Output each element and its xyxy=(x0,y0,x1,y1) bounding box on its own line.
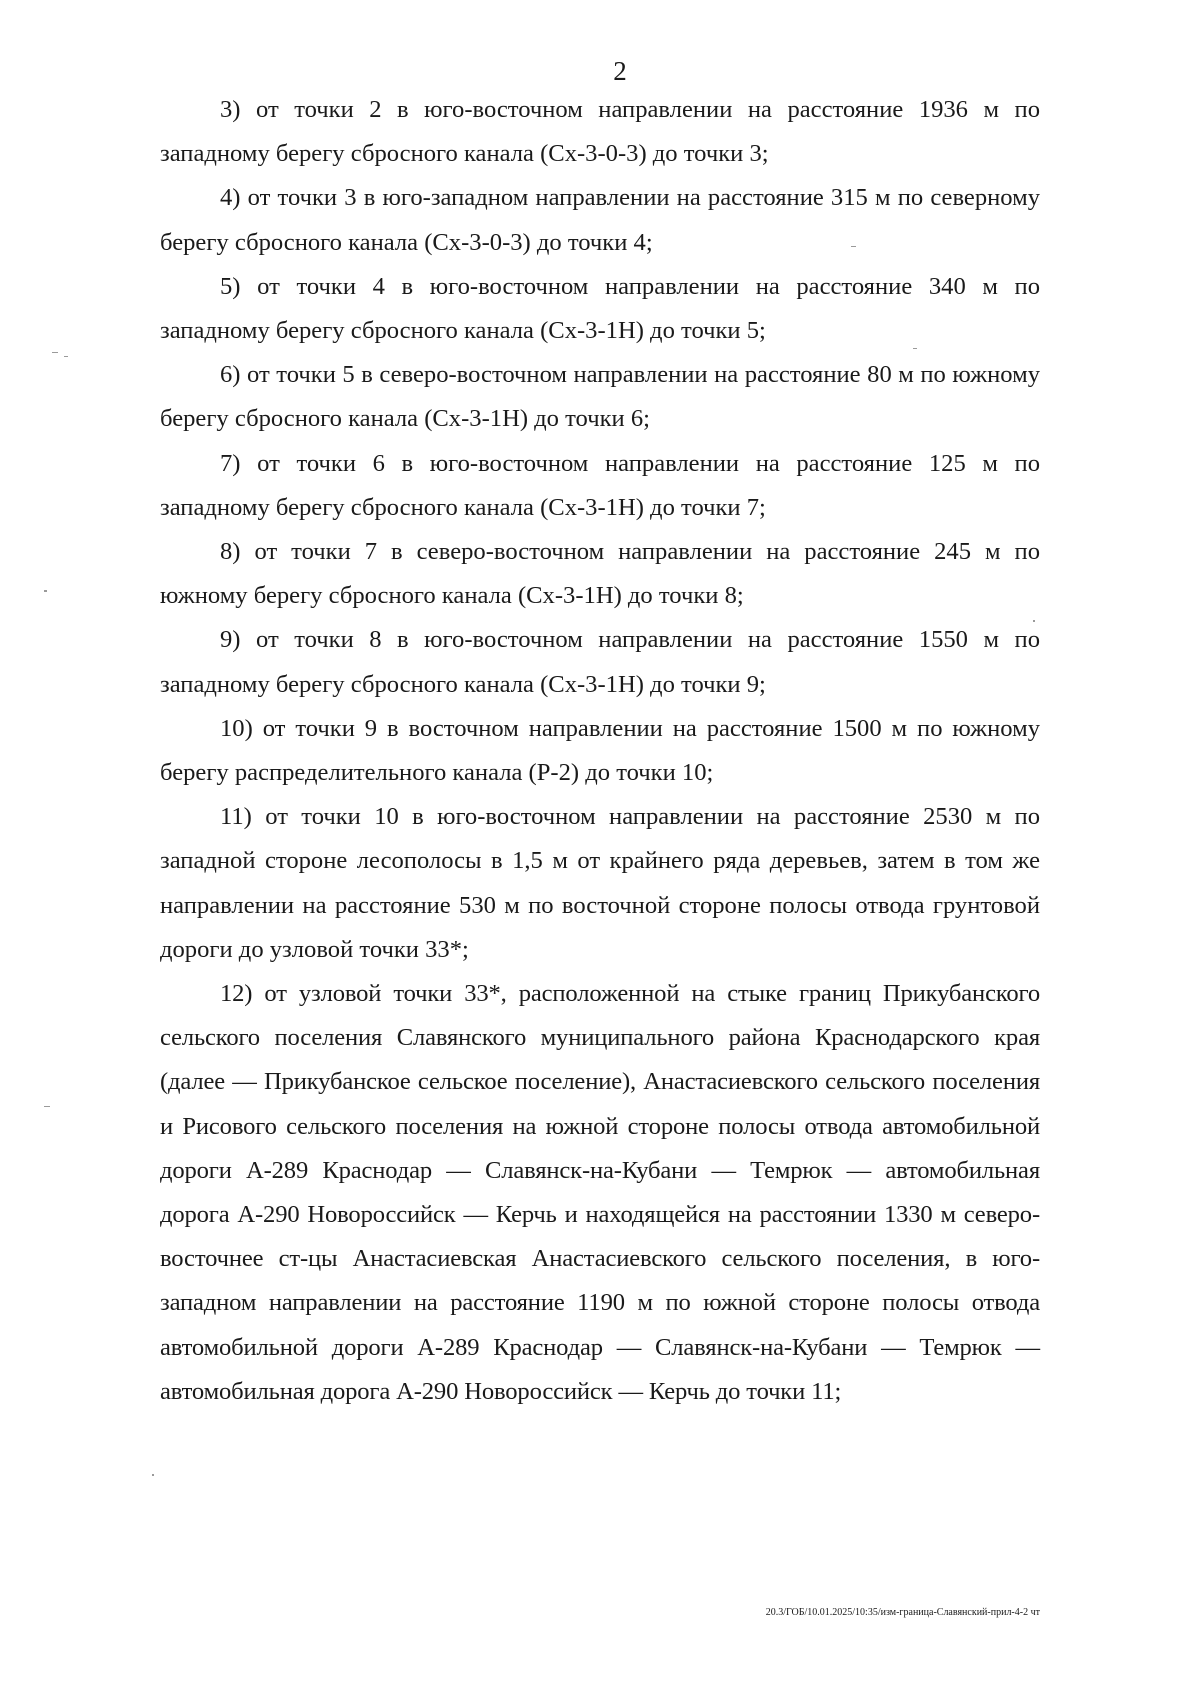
document-footer-code: 20.3/ГОБ/10.01.2025/10:35/изм-граница-Славянский-прил-4-2 чт xyxy=(765,1607,1040,1618)
paragraph-10: 10) от точки 9 в восточном направлении на расстояние 1500 м по южному берегу распределительного канала (Р-2) до точки 10; xyxy=(160,714,1040,787)
paragraph-7: 7) от точки 6 в юго-восточном направлении на расстояние 125 м по западному берегу сбросного канала (Сх-3-1Н) до точки 7; xyxy=(160,449,1040,521)
paragraph-6: 6) от точки 5 в северо-восточном направлении на расстояние 80 м по южному берегу сбросного канала (Сх-3-1Н) до точки 6; xyxy=(160,361,1040,433)
paragraph-11: 11) от точки 10 в юго-восточном направлении на расстояние 2530 м по западной стороне лесополосы в 1,5 м от крайнего ряда деревьев, затем в том же направлении на расстояние 530 м по восточной стороне полосы отвода грунтовой дороги до узловой точки 33*; xyxy=(160,803,1040,963)
paragraph-4: 4) от точки 3 в юго-западном направлении на расстояние 315 м по северному берегу сбросного канала (Сх-3-0-3) до точки 4; xyxy=(160,184,1040,256)
page-number: 2 xyxy=(613,56,627,86)
paragraph-9: 9) от точки 8 в юго-восточном направлении на расстояние 1550 м по западному берегу сбросного канала (Сх-3-1Н) до точки 9; xyxy=(160,626,1040,698)
document-body xyxy=(160,88,1040,1414)
paragraph-12: 12) от узловой точки 33*, расположенной на стыке границ Прикубанского сельского поселения Славянского муниципального района Краснодарского края (далее — Прикубанское сельское поселение), Анастасиевского сельского поселения и Рисового сельского поселения на южной стороне полосы отвода автомобильной дороги А-289 Краснодар — Славянск-на-Кубани — Темрюк — автомобильная дорога А-290 Новороссийск — Керчь и находящейся на расстоянии 1330 м северо-восточнее ст-цы Анастасиевская Анастасиевского сельского поселения, в юго-западном направлении на расстояние 1190 м по южной стороне полосы отвода автомобильной дороги А-289 Краснодар — Славянск-на-Кубани — Темрюк — автомобильная дорога А-290 Новороссийск — Керчь до точки 11; xyxy=(160,980,1040,1405)
paragraph-5: 5) от точки 4 в юго-восточном направлении на расстояние 340 м по западному берегу сбросного канала (Сх-3-1Н) до точки 5; xyxy=(160,272,1040,345)
paragraph-3: 3) от точки 2 в юго-восточном направлении на расстояние 1936 м по западному берегу сбросного канала (Сх-3-0-3) до точки 3; xyxy=(160,96,1040,168)
paragraph-8: 8) от точки 7 в северо-восточном направлении на расстояние 245 м по южному берегу сбросного канала (Сх-3-1Н) до точки 8; xyxy=(160,538,1040,610)
